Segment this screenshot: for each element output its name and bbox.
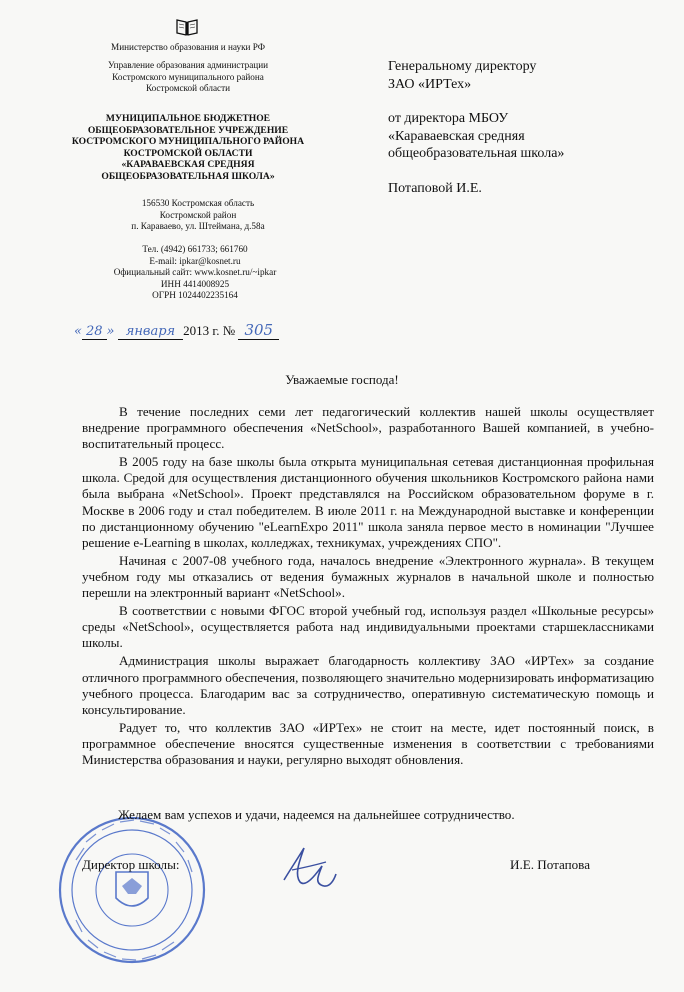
date-close-quote: » <box>106 324 115 339</box>
website: Официальный сайт: www.kosnet.ru/~ipkar <box>113 267 277 278</box>
letter-number: 305 <box>238 321 279 340</box>
ministry-name: Министерство образования и науки РФ <box>111 42 265 52</box>
requisites-block <box>100 244 290 302</box>
signer-name: И.Е. Потапова <box>510 857 591 872</box>
org-line: КОСТРОМСКОГО МУНИЦИПАЛЬНОГО РАЙОНА <box>71 136 305 148</box>
sender-name: Потаповой И.Е. <box>388 180 482 196</box>
phone: Тел. (4942) 661733; 661760 <box>142 244 248 254</box>
paragraph: Администрация школы выражает благодарность коллективу ЗАО «ИРТех» за создание отличного программного обеспечения, позволяющего значительно модернизировать информатизацию учебного процесса. Благодарим вас за сотрудничество, оперативную систематическую помощь и консультирование. <box>82 653 654 717</box>
org-line: КОСТРОМСКОЙ ОБЛАСТИ <box>123 147 253 159</box>
date-number-line <box>74 321 279 339</box>
recipient-line: ЗАО «ИРТех» <box>388 76 472 92</box>
date-day: 28 <box>82 324 107 340</box>
sender-line: общеобразовательная школа» <box>388 146 565 161</box>
ogrn: ОГРН 1024402235164 <box>152 290 238 301</box>
signer-title: Директор школы: <box>82 857 180 872</box>
admin-line: Костромского муниципального района <box>112 71 264 82</box>
admin-line: Управление образования администрации <box>107 60 269 70</box>
email: E-mail: ipkar@kosnet.ru <box>149 255 241 266</box>
admin-block <box>82 60 294 95</box>
address-block <box>92 198 304 233</box>
letter-body <box>82 404 654 770</box>
admin-line: Костромской области <box>145 83 231 93</box>
sender-line: от директора МБОУ <box>388 111 509 126</box>
organization-name <box>52 113 324 183</box>
recipient-block <box>388 58 668 197</box>
org-line: ОБЩЕОБРАЗОВАТЕЛЬНОЕ УЧРЕЖДЕНИЕ <box>87 124 289 136</box>
address-line: Костромской район <box>159 209 237 220</box>
closing-wish: Желаем вам успехов и удачи, надеемся на дальнейшее сотрудничество. <box>118 807 515 822</box>
org-line: ОБЩЕОБРАЗОВАТЕЛЬНАЯ ШКОЛА» <box>101 170 275 182</box>
sender-line: «Караваевская средняя <box>388 128 525 144</box>
handwritten-signature <box>270 840 340 892</box>
paragraph: В соответствии с новыми ФГОС второй учебный год, используя раздел «Школьные ресурсы» среды «NetSchool», осуществляется работа над индивидуальными проектами старшеклассниками школы. <box>82 603 654 651</box>
org-line: МУНИЦИПАЛЬНОЕ БЮДЖЕТНОЕ <box>105 113 271 124</box>
paragraph: В 2005 году на базе школы была открыта муниципальная сетевая дистанционная профильная школа. Средой для осуществления дистанционного обучения школьников Костромского района нами была выбрана «NetSchool». Проект представлялся на Российском образовательном форуме в г. Москве в 2006 году и стал победителем. В июле 2011 г. на Международной выставке и конференции по дистанционному обучению "eLearnExpo 2011" школа заняла первое место в номинации "Лучшее решение e-Learning в школах, колледжах, техникумах, учреждениях СПО". <box>82 454 654 550</box>
book-icon <box>175 17 199 37</box>
org-line: «КАРАВАЕВСКАЯ СРЕДНЯЯ <box>121 159 255 171</box>
inn: ИНН 4414008925 <box>160 278 230 289</box>
address-line: п. Караваево, ул. Штеймана, д.58а <box>131 221 265 232</box>
salutation: Уважаемые господа! <box>285 372 399 387</box>
address-line: 156530 Костромская область <box>141 198 255 208</box>
recipient-line: Генеральному директору <box>388 59 537 74</box>
date-month: января <box>118 324 183 340</box>
paragraph: Радует то, что коллектив ЗАО «ИРТех» не стоит на месте, идет постоянный поиск, в программное обеспечение вносятся существенные изменения в соответствии с требованиями Министерства образования и науки, регулярно выходят обновления. <box>82 719 654 767</box>
paragraph: В течение последних семи лет педагогический коллектив нашей школы осуществляет внедрение программного обеспечения «NetSchool», разработанного Вашей компанией, в учебно-воспитательный процесс. <box>82 404 654 452</box>
date-year: 2013 г. № <box>183 323 236 338</box>
date-open-quote: « <box>74 324 82 339</box>
paragraph: Начиная с 2007-08 учебного года, началось внедрение «Электронного журнала». В текущем учебном году мы отказались от ведения бумажных журналов в начальной школе и полностью перешли на электронный вариант «NetSchool». <box>82 552 654 601</box>
